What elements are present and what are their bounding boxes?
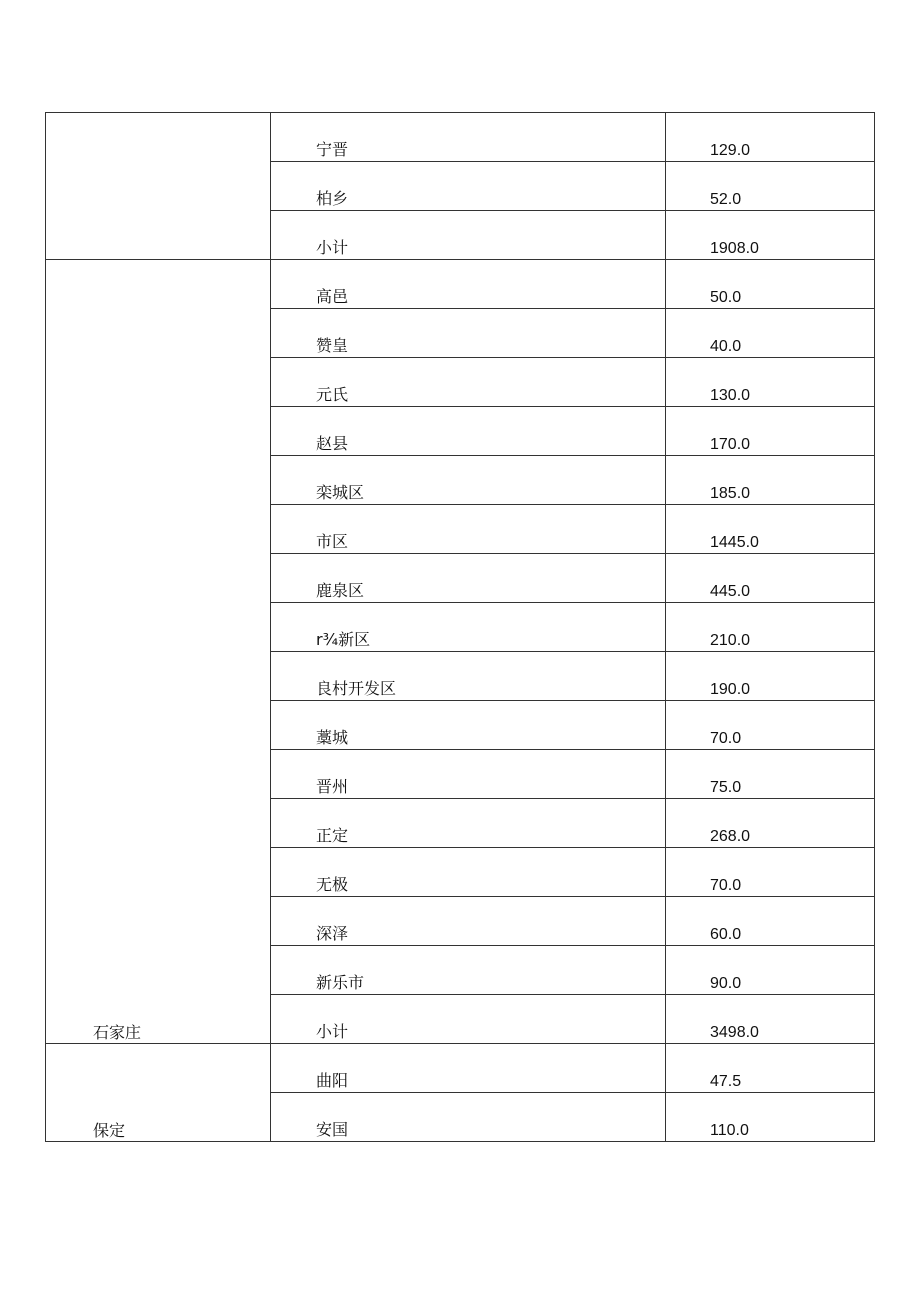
- county-cell: [271, 309, 666, 358]
- county-name: 市区: [316, 532, 349, 551]
- region-label: 石家庄: [93, 1023, 142, 1042]
- value-text: 1445.0: [710, 534, 759, 551]
- county-cell: [271, 652, 666, 701]
- county-name: 新乐市: [316, 973, 365, 992]
- county-cell: [271, 1093, 666, 1142]
- value-text: 70.0: [710, 877, 742, 894]
- table-body: [46, 113, 875, 1142]
- county-name: 无极: [316, 875, 349, 894]
- county-name: 柏乡: [316, 189, 349, 208]
- value-text: 268.0: [710, 828, 751, 845]
- county-cell: [271, 603, 666, 652]
- value-cell: [666, 162, 875, 211]
- value-cell: [666, 505, 875, 554]
- county-name: 小计: [316, 1022, 349, 1041]
- region-cell: [46, 260, 271, 1044]
- county-cell: [271, 701, 666, 750]
- value-cell: [666, 897, 875, 946]
- region-cell: [46, 1044, 271, 1142]
- county-name: 安国: [316, 1120, 349, 1139]
- value-text: 40.0: [710, 338, 742, 355]
- county-name: 藁城: [316, 728, 349, 747]
- county-cell: [271, 897, 666, 946]
- value-cell: [666, 995, 875, 1044]
- county-name: 曲阳: [316, 1071, 349, 1090]
- value-text: 210.0: [710, 632, 751, 649]
- county-cell: [271, 995, 666, 1044]
- value-cell: [666, 652, 875, 701]
- county-cell: [271, 456, 666, 505]
- value-cell: [666, 946, 875, 995]
- region-label: 保定: [93, 1121, 126, 1140]
- table-row: [46, 1044, 875, 1093]
- county-name: 正定: [316, 826, 349, 845]
- county-cell: [271, 505, 666, 554]
- value-cell: [666, 260, 875, 309]
- county-cell: [271, 554, 666, 603]
- value-text: 110.0: [710, 1122, 749, 1139]
- county-name: 小计: [316, 238, 349, 257]
- county-name: 深泽: [316, 924, 349, 943]
- value-cell: [666, 750, 875, 799]
- value-cell: [666, 456, 875, 505]
- value-text: 90.0: [710, 975, 742, 992]
- value-text: 190.0: [710, 681, 751, 698]
- county-cell: [271, 750, 666, 799]
- county-name: 晋州: [316, 777, 349, 796]
- table-row: [46, 113, 875, 162]
- value-text: 47.5: [710, 1073, 742, 1090]
- value-cell: [666, 799, 875, 848]
- county-cell: [271, 113, 666, 162]
- value-cell: [666, 554, 875, 603]
- value-text: 70.0: [710, 730, 742, 747]
- county-cell: [271, 162, 666, 211]
- value-text: 185.0: [710, 485, 751, 502]
- value-text: 170.0: [710, 436, 751, 453]
- value-text: 60.0: [710, 926, 742, 943]
- county-cell: [271, 211, 666, 260]
- county-cell: [271, 1044, 666, 1093]
- value-text: 129.0: [710, 142, 751, 159]
- region-cell: [46, 113, 271, 260]
- value-cell: [666, 113, 875, 162]
- county-cell: [271, 946, 666, 995]
- county-name: 元氏: [316, 385, 349, 404]
- value-text: 130.0: [710, 387, 751, 404]
- value-text: 3498.0: [710, 1024, 759, 1041]
- value-cell: [666, 1093, 875, 1142]
- value-text: 445.0: [710, 583, 751, 600]
- county-name: 高邑: [316, 287, 349, 306]
- value-cell: [666, 701, 875, 750]
- value-text: 75.0: [710, 779, 742, 796]
- county-name: 栾城区: [316, 483, 365, 502]
- value-cell: [666, 309, 875, 358]
- county-cell: [271, 407, 666, 456]
- county-cell: [271, 358, 666, 407]
- county-name: 赵县: [316, 434, 349, 453]
- value-cell: [666, 358, 875, 407]
- value-text: 52.0: [710, 191, 742, 208]
- value-cell: [666, 848, 875, 897]
- value-cell: [666, 603, 875, 652]
- value-text: 50.0: [710, 289, 742, 306]
- county-name: 宁晋: [316, 140, 349, 159]
- value-cell: [666, 1044, 875, 1093]
- value-cell: [666, 211, 875, 260]
- data-table: [45, 112, 875, 1142]
- value-cell: [666, 407, 875, 456]
- table-row: [46, 260, 875, 309]
- county-name: 鹿泉区: [316, 581, 365, 600]
- county-cell: [271, 260, 666, 309]
- value-text: 1908.0: [710, 240, 759, 257]
- county-name: 赞皇: [316, 336, 349, 355]
- county-cell: [271, 799, 666, 848]
- county-name: 良村开发区: [316, 679, 397, 698]
- county-name: r¾新区: [316, 630, 371, 649]
- county-cell: [271, 848, 666, 897]
